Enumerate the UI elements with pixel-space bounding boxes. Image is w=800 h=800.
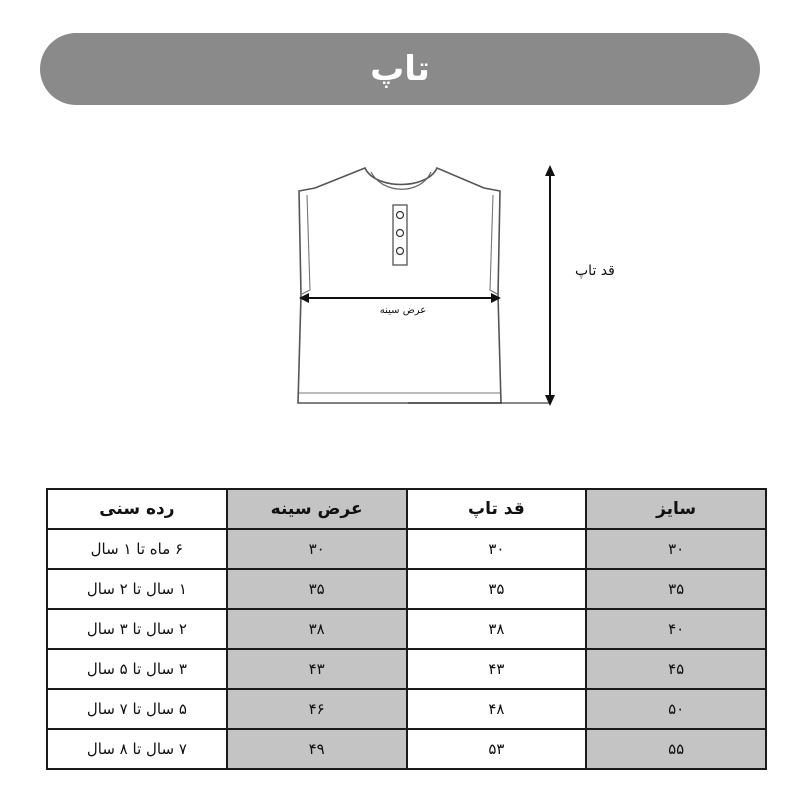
cell-chest-width: ۴۶ [227, 689, 407, 729]
cell-chest-width: ۳۰ [227, 529, 407, 569]
cell-chest-width: ۳۸ [227, 609, 407, 649]
chest-width-label: عرض سینه [379, 305, 427, 316]
cell-height: ۵۳ [407, 729, 587, 769]
cell-size: ۵۰ [586, 689, 766, 729]
cell-height: ۴۳ [407, 649, 587, 689]
table-row [47, 689, 766, 729]
table-header-row [47, 489, 766, 529]
cell-age-range: ۵ سال تا ۷ سال [47, 689, 227, 729]
table-row [47, 649, 766, 689]
cell-age-range: ۲ سال تا ۳ سال [47, 609, 227, 649]
page-title: تاپ [370, 49, 430, 89]
cell-height: ۳۰ [407, 529, 587, 569]
cell-size: ۳۵ [586, 569, 766, 609]
size-table [46, 488, 767, 770]
cell-chest-width: ۴۳ [227, 649, 407, 689]
cell-size: ۴۵ [586, 649, 766, 689]
cell-chest-width: ۴۹ [227, 729, 407, 769]
cell-age-range: ۷ سال تا ۸ سال [47, 729, 227, 769]
table-row [47, 729, 766, 769]
table-row [47, 609, 766, 649]
garment-size-diagram [255, 145, 640, 435]
header-size: سایز [586, 489, 766, 529]
height-label: قد تاپ [575, 263, 615, 279]
header-chest-width: عرض سینه [227, 489, 407, 529]
header-height: قد تاپ [407, 489, 587, 529]
cell-size: ۳۰ [586, 529, 766, 569]
table-row [47, 529, 766, 569]
cell-size: ۴۰ [586, 609, 766, 649]
table-row [47, 569, 766, 609]
cell-height: ۳۵ [407, 569, 587, 609]
tank-top-drawing [255, 145, 640, 435]
cell-chest-width: ۳۵ [227, 569, 407, 609]
cell-height: ۳۸ [407, 609, 587, 649]
header-age-range: رده سنی [47, 489, 227, 529]
cell-age-range: ۶ ماه تا ۱ سال [47, 529, 227, 569]
cell-age-range: ۱ سال تا ۲ سال [47, 569, 227, 609]
title-banner [40, 33, 760, 105]
cell-height: ۴۸ [407, 689, 587, 729]
cell-age-range: ۳ سال تا ۵ سال [47, 649, 227, 689]
cell-size: ۵۵ [586, 729, 766, 769]
